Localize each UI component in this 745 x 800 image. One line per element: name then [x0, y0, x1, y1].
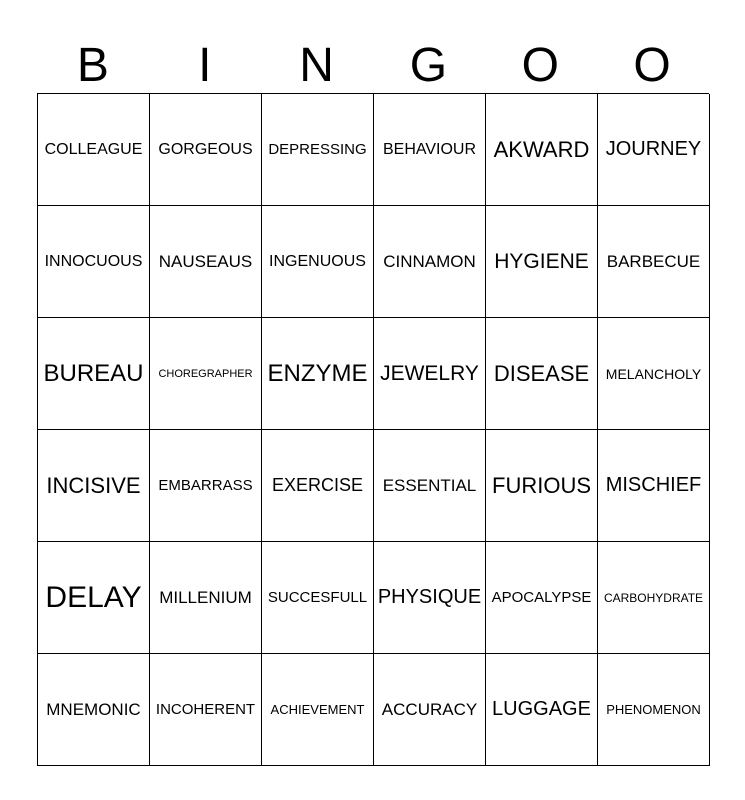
- bingo-cell[interactable]: DELAY: [38, 542, 150, 654]
- bingo-cell[interactable]: MNEMONIC: [38, 654, 150, 766]
- bingo-cell[interactable]: DEPRESSING: [262, 94, 374, 206]
- bingo-cell[interactable]: INGENUOUS: [262, 206, 374, 318]
- bingo-cell[interactable]: MILLENIUM: [150, 542, 262, 654]
- bingo-cell[interactable]: EXERCISE: [262, 430, 374, 542]
- bingo-grid: [37, 93, 709, 766]
- bingo-cell[interactable]: NAUSEAUS: [150, 206, 262, 318]
- bingo-cell[interactable]: DISEASE: [486, 318, 598, 430]
- bingo-cell[interactable]: SUCCESFULL: [262, 542, 374, 654]
- bingo-cell[interactable]: JOURNEY: [598, 94, 710, 206]
- bingo-cell[interactable]: ACCURACY: [374, 654, 486, 766]
- header-letter-b: B: [76, 39, 109, 92]
- bingo-cell[interactable]: EMBARRASS: [150, 430, 262, 542]
- header-letter-g: G: [409, 39, 448, 92]
- header-letter-o-2: O: [633, 39, 671, 92]
- bingo-cell[interactable]: APOCALYPSE: [486, 542, 598, 654]
- bingo-cell[interactable]: MISCHIEF: [598, 430, 710, 542]
- bingo-cell[interactable]: CARBOHYDRATE: [598, 542, 710, 654]
- bingo-cell[interactable]: INCISIVE: [38, 430, 150, 542]
- bingo-cell[interactable]: BEHAVIOUR: [374, 94, 486, 206]
- bingo-cell[interactable]: BARBECUE: [598, 206, 710, 318]
- bingo-cell[interactable]: INNOCUOUS: [38, 206, 150, 318]
- header-letter-n: N: [299, 39, 334, 92]
- bingo-cell[interactable]: FURIOUS: [486, 430, 598, 542]
- bingo-cell[interactable]: GORGEOUS: [150, 94, 262, 206]
- bingo-cell[interactable]: ENZYME: [262, 318, 374, 430]
- bingo-card: [37, 38, 708, 766]
- bingo-cell[interactable]: MELANCHOLY: [598, 318, 710, 430]
- bingo-cell[interactable]: ACHIEVEMENT: [262, 654, 374, 766]
- bingo-header: [37, 38, 708, 93]
- bingo-cell[interactable]: CHOREGRAPHER: [150, 318, 262, 430]
- bingo-cell[interactable]: LUGGAGE: [486, 654, 598, 766]
- bingo-cell[interactable]: INCOHERENT: [150, 654, 262, 766]
- bingo-cell[interactable]: BUREAU: [38, 318, 150, 430]
- header-letter-i: I: [198, 39, 212, 92]
- bingo-cell[interactable]: HYGIENE: [486, 206, 598, 318]
- bingo-cell[interactable]: PHYSIQUE: [374, 542, 486, 654]
- bingo-cell[interactable]: JEWELRY: [374, 318, 486, 430]
- bingo-cell[interactable]: AKWARD: [486, 94, 598, 206]
- bingo-cell[interactable]: COLLEAGUE: [38, 94, 150, 206]
- header-letter-o: O: [521, 39, 559, 92]
- bingo-cell[interactable]: PHENOMENON: [598, 654, 710, 766]
- bingo-cell[interactable]: ESSENTIAL: [374, 430, 486, 542]
- bingo-cell[interactable]: CINNAMON: [374, 206, 486, 318]
